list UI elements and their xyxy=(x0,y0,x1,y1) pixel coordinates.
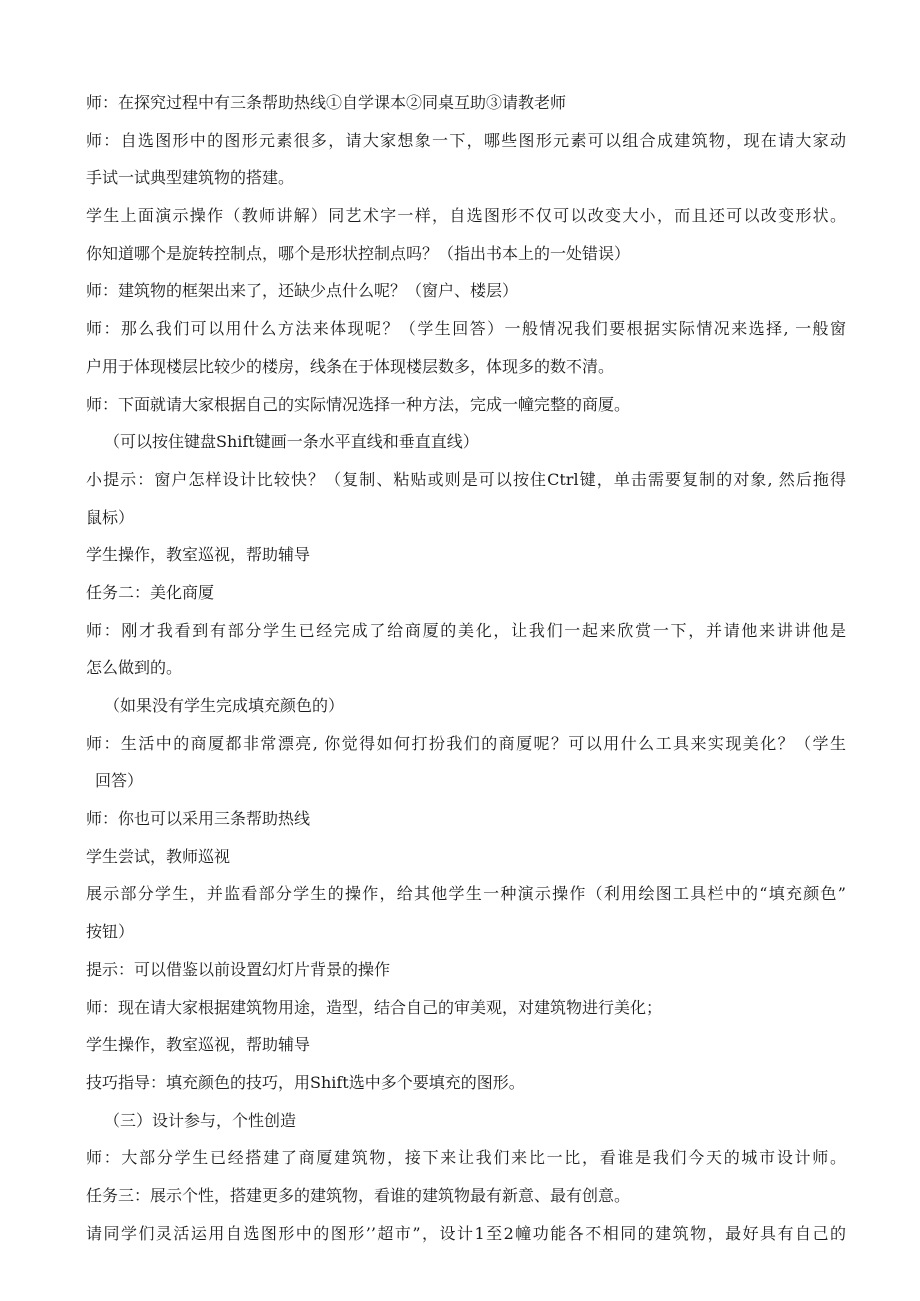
text-line: 小提示：窗户怎样设计比较快？（复制、粘贴或则是可以按住Ctrl键，单击需要复制的对象, 然后拖得 xyxy=(86,469,846,489)
text-line: 回答） xyxy=(95,771,144,791)
text-line: 请同学们灵活运用自选图形中的图形’’超市”，设计1至2幢功能各不相同的建筑物，最好具有自己的 xyxy=(86,1223,846,1243)
text-line: 师：自选图形中的图形元素很多，请大家想象一下，哪些图形元素可以组合成建筑物，现在请大家动 xyxy=(86,130,846,150)
text-line: 学生上面演示操作（教师讲解）同艺术字一样，自选图形不仅可以改变大小，而且还可以改变形状。 xyxy=(86,206,846,226)
text-line: （可以按住键盘Shift键画一条水平直线和垂直直线） xyxy=(104,432,479,452)
text-line: 师：现在请大家根据建筑物用途，造型，结合自己的审美观，对建筑物进行美化； xyxy=(86,997,663,1017)
section-heading: （三）设计参与，个性创造 xyxy=(104,1110,297,1130)
text-line: 师：刚才我看到有部分学生已经完成了给商厦的美化，让我们一起来欣赏一下，并请他来讲讲他是 xyxy=(86,620,846,640)
text-line: 户用于体现楼层比较少的楼房，线条在于体现楼层数多，体现多的数不清。 xyxy=(86,356,615,376)
section-heading: 任务二：美化商厦 xyxy=(86,582,215,602)
document-body xyxy=(86,90,846,1258)
text-line: 师：那么我们可以用什么方法来体现呢？（学生回答）一般情况我们要根据实际情况来选择, 一般窗 xyxy=(86,319,846,339)
text-line: 师：下面就请大家根据自己的实际情况选择一种方法，完成一幢完整的商厦。 xyxy=(86,394,631,414)
text-line: 学生尝试，教师巡视 xyxy=(86,846,231,866)
text-line: 师：建筑物的框架出来了，还缺少点什么呢？（窗户、楼层） xyxy=(86,281,519,301)
section-heading: 任务三：展示个性，搭建更多的建筑物，看谁的建筑物最有新意、最有创意。 xyxy=(86,1185,631,1205)
text-line: 学生操作，教室巡视，帮助辅导 xyxy=(86,545,311,565)
text-line: 手试一试典型建筑物的搭建。 xyxy=(86,168,295,188)
text-line: 鼠标） xyxy=(86,507,135,527)
text-line: 师：生活中的商厦都非常漂亮, 你觉得如何打扮我们的商厦呢？可以用什么工具来实现美化？（学生 xyxy=(86,733,846,753)
text-line: 你知道哪个是旋转控制点，哪个是形状控制点吗？（指出书本上的一处错误） xyxy=(86,243,631,263)
text-line: 提示：可以借鉴以前设置幻灯片背景的操作 xyxy=(86,959,391,979)
text-line: 师：大部分学生已经搭建了商厦建筑物，接下来让我们来比一比，看谁是我们今天的城市设计师。 xyxy=(86,1148,846,1168)
text-line: 学生操作，教室巡视，帮助辅导 xyxy=(86,1035,311,1055)
text-line: 怎么做到的。 xyxy=(86,658,183,678)
text-line: 技巧指导：填充颜色的技巧，用Shift选中多个要填充的图形。 xyxy=(86,1072,525,1092)
text-line: 师：你也可以采用三条帮助热线 xyxy=(86,809,311,829)
text-line: 师：在探究过程中有三条帮助热线①自学课本②同桌互助③请教老师 xyxy=(86,93,567,112)
text-line: 展示部分学生，并监看部分学生的操作，给其他学生一种演示操作（利用绘图工具栏中的“填充颜色” xyxy=(86,884,846,904)
text-line: 按钮） xyxy=(86,922,135,942)
text-line: （如果没有学生完成填充颜色的） xyxy=(104,696,345,715)
